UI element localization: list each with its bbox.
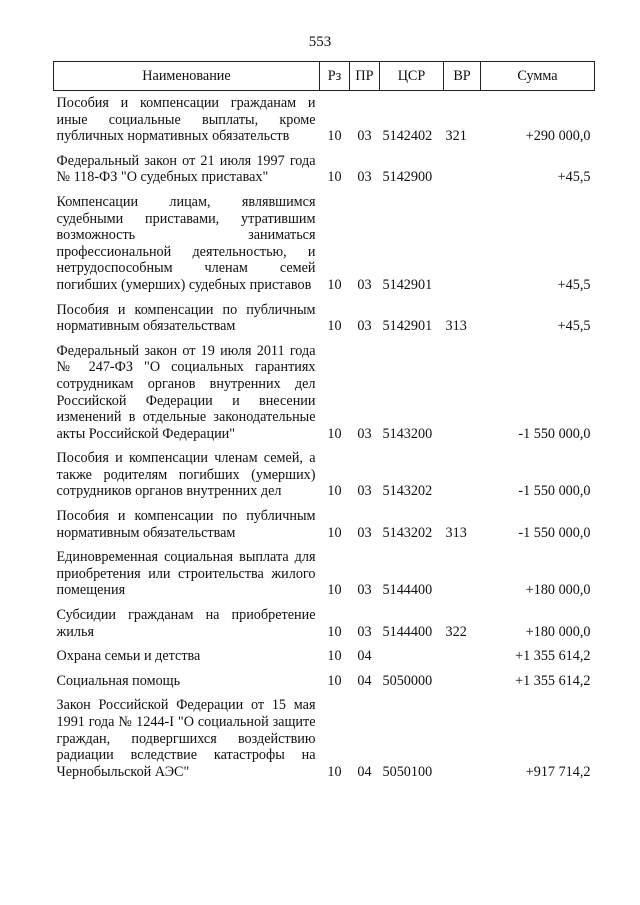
table-body [54, 91, 595, 785]
cell-csr: 5050100 [382, 763, 433, 780]
table-row [54, 693, 595, 784]
cell-csr: 5142901 [382, 318, 433, 335]
cell-name: Пособия и компенсации членам семей, а также родителям погибших (умерших) сотрудников органов внутренних дел [56, 450, 316, 500]
cell-csr: 5050000 [382, 672, 433, 689]
cell-name: Единовременная социальная выплата для приобретения или строительства жилого помещения [56, 549, 316, 599]
cell-rz: 10 [327, 582, 342, 599]
cell-rz: 10 [327, 524, 342, 541]
cell-name: Охрана семьи и детства [56, 648, 201, 665]
cell-sum: +1 355 614,2 [515, 672, 591, 689]
cell-pr: 03 [357, 425, 372, 442]
cell-pr: 03 [357, 128, 372, 145]
cell-sum: +45,5 [557, 276, 591, 293]
cell-csr: 5142901 [382, 276, 433, 293]
cell-sum: -1 550 000,0 [518, 425, 591, 442]
cell-pr: 03 [357, 623, 372, 640]
cell-pr: 03 [357, 582, 372, 599]
cell-pr: 04 [357, 648, 372, 665]
cell-name: Федеральный закон от 21 июля 1997 года № 118-ФЗ "О судебных приставах" [56, 152, 316, 186]
cell-rz: 10 [327, 318, 342, 335]
header-name: Наименование [54, 62, 320, 91]
cell-csr: 5143200 [382, 425, 433, 442]
cell-rz: 10 [327, 483, 342, 500]
table-row [54, 545, 595, 603]
budget-table [53, 61, 595, 784]
cell-csr: 5144400 [382, 582, 433, 599]
cell-vr: 313 [445, 318, 467, 335]
cell-name: Пособия и компенсации по публичным нормативным обязательствам [56, 301, 316, 335]
cell-name: Пособия и компенсации по публичным нормативным обязательствам [56, 508, 316, 541]
header-vr: ВР [444, 62, 481, 91]
table-row [54, 603, 595, 644]
cell-sum: +917 714,2 [525, 763, 591, 780]
cell-pr: 03 [357, 318, 372, 335]
cell-pr: 03 [357, 169, 372, 186]
cell-pr: 03 [357, 524, 372, 541]
cell-rz: 10 [327, 623, 342, 640]
cell-pr: 03 [357, 276, 372, 293]
cell-sum: -1 550 000,0 [518, 524, 591, 541]
cell-name: Закон Российской Федерации от 15 мая 1991 года № 1244-I "О социальной защите граждан, подвергшихся воздействию радиации вследствие катастрофы на Чернобыльской АЭС" [56, 697, 316, 780]
cell-name: Социальная помощь [56, 672, 181, 689]
cell-vr [444, 644, 481, 669]
cell-vr [444, 190, 481, 298]
table-row [54, 149, 595, 190]
header-pr: ПР [350, 62, 380, 91]
table-row [54, 190, 595, 298]
cell-csr: 5142900 [382, 169, 433, 186]
cell-sum: +180 000,0 [525, 623, 591, 640]
table-row [54, 339, 595, 447]
cell-sum: +180 000,0 [525, 582, 591, 599]
page-number: 553 [308, 34, 332, 50]
header-sum: Сумма [481, 62, 595, 91]
cell-pr: 04 [357, 672, 372, 689]
cell-csr: 5143202 [382, 483, 433, 500]
cell-name: Субсидии гражданам на приобретение жилья [56, 607, 316, 640]
cell-vr [444, 669, 481, 694]
table-row [54, 669, 595, 694]
cell-sum: +45,5 [557, 169, 591, 186]
cell-sum: -1 550 000,0 [518, 483, 591, 500]
cell-sum: +290 000,0 [525, 128, 591, 145]
cell-name: Пособия и компенсации гражданам и иные социальные выплаты, кроме публичных нормативных обязательств [56, 95, 316, 145]
cell-rz: 10 [327, 425, 342, 442]
cell-csr [380, 644, 444, 669]
cell-csr: 5144400 [382, 623, 433, 640]
cell-vr: 313 [445, 524, 467, 541]
cell-pr: 04 [357, 763, 372, 780]
cell-rz: 10 [327, 128, 342, 145]
cell-sum: +1 355 614,2 [515, 648, 591, 665]
cell-vr [444, 149, 481, 190]
cell-rz: 10 [327, 169, 342, 186]
cell-sum: +45,5 [557, 318, 591, 335]
cell-vr [444, 693, 481, 784]
table-row [54, 644, 595, 669]
cell-vr: 321 [445, 128, 467, 145]
header-csr: ЦСР [380, 62, 444, 91]
cell-vr [444, 446, 481, 504]
cell-name: Компенсации лицам, являвшимся судебными приставами, утратившим возможность заниматься профессиональной деятельностью, и нетрудоспособным членам семей погибших (умерших) судебных приставов [56, 193, 316, 293]
header-rz: Рз [320, 62, 350, 91]
table-header-row [54, 62, 595, 91]
table-row [54, 91, 595, 149]
cell-name: Федеральный закон от 19 июля 2011 года № 247-ФЗ "О социальных гарантиях сотрудникам органов внутренних дел Российской Федерации и внесении изменений в отдельные законодательные акты Российской Федерации" [56, 342, 316, 442]
cell-csr: 5143202 [382, 524, 433, 541]
cell-vr [444, 545, 481, 603]
cell-vr [444, 339, 481, 447]
table-row [54, 446, 595, 504]
cell-rz: 10 [327, 672, 342, 689]
table-row [54, 504, 595, 545]
table-row [54, 298, 595, 339]
cell-vr: 322 [445, 623, 467, 640]
cell-rz: 10 [327, 648, 342, 665]
cell-rz: 10 [327, 763, 342, 780]
cell-rz: 10 [327, 276, 342, 293]
cell-csr: 5142402 [382, 128, 433, 145]
cell-pr: 03 [357, 483, 372, 500]
